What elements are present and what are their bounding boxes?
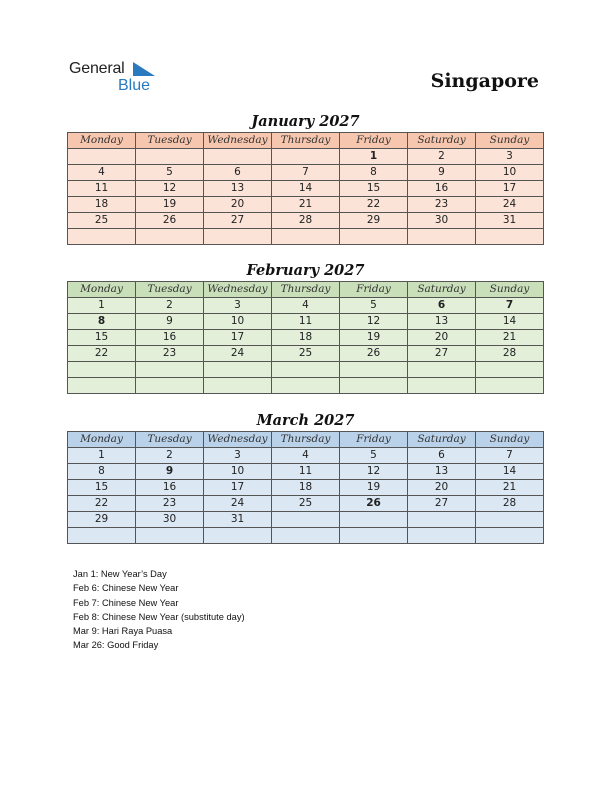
day-cell: 12 [340,314,408,330]
day-cell: 25 [272,496,340,512]
week-row [68,229,544,245]
day-cell: 15 [340,181,408,197]
calendar-table [67,132,544,245]
day-cell [408,528,476,544]
weekday-header: Friday [340,432,408,448]
day-cell [476,528,544,544]
day-cell: 27 [204,213,272,229]
day-cell: 24 [476,197,544,213]
day-cell: 24 [204,496,272,512]
day-cell: 10 [476,165,544,181]
holiday-note: Feb 7: Chinese New Year [73,597,179,608]
day-cell: 11 [68,181,136,197]
holiday-note: Feb 6: Chinese New Year [73,583,179,594]
week-row [68,165,544,181]
day-cell: 22 [340,197,408,213]
day-cell: 27 [408,496,476,512]
day-cell: 18 [272,480,340,496]
day-cell: 15 [68,330,136,346]
day-cell: 24 [204,346,272,362]
day-cell [68,229,136,245]
day-cell: 5 [340,298,408,314]
day-cell: 14 [272,181,340,197]
holiday-note: Mar 26: Good Friday [73,640,159,651]
day-cell: 2 [136,298,204,314]
day-cell [204,378,272,394]
weekday-header-row [68,432,544,448]
week-row [68,480,544,496]
day-cell: 12 [340,464,408,480]
day-cell: 6 [204,165,272,181]
day-cell: 29 [68,512,136,528]
day-cell: 2 [408,149,476,165]
day-cell: 17 [476,181,544,197]
month-title: February 2027 [246,262,365,279]
day-cell: 14 [476,314,544,330]
day-cell [68,362,136,378]
day-cell: 8 [68,314,136,330]
day-cell: 18 [272,330,340,346]
week-row [68,464,544,480]
day-cell: 4 [272,298,340,314]
day-cell: 23 [136,346,204,362]
week-row [68,362,544,378]
weekday-header: Wednesday [204,282,272,298]
week-row [68,448,544,464]
day-cell [272,149,340,165]
holiday-notes [73,567,245,653]
day-cell [340,362,408,378]
weekday-header: Sunday [476,133,544,149]
day-cell [476,362,544,378]
day-cell: 9 [136,464,204,480]
weekday-header: Monday [68,432,136,448]
day-cell: 7 [476,298,544,314]
day-cell [476,378,544,394]
day-cell [68,149,136,165]
logo-text-general: General [69,60,125,77]
weekday-header: Sunday [476,282,544,298]
day-cell: 15 [68,480,136,496]
day-cell [340,528,408,544]
weekday-header: Tuesday [136,432,204,448]
day-cell [408,362,476,378]
day-cell: 9 [408,165,476,181]
weekday-header: Thursday [272,133,340,149]
day-cell: 1 [68,298,136,314]
weekday-header: Wednesday [204,133,272,149]
week-row [68,496,544,512]
day-cell [272,229,340,245]
day-cell: 3 [476,149,544,165]
day-cell [476,229,544,245]
day-cell: 11 [272,314,340,330]
day-cell: 7 [476,448,544,464]
weekday-header: Monday [68,282,136,298]
day-cell: 7 [272,165,340,181]
week-row [68,378,544,394]
day-cell: 1 [68,448,136,464]
day-cell: 22 [68,346,136,362]
weekday-header: Monday [68,133,136,149]
day-cell [204,229,272,245]
week-row [68,330,544,346]
month-february [67,261,544,394]
day-cell: 20 [408,480,476,496]
day-cell: 10 [204,464,272,480]
month-title: March 2027 [256,412,355,429]
day-cell: 20 [204,197,272,213]
month-title: January 2027 [251,113,360,130]
day-cell: 13 [408,314,476,330]
day-cell: 18 [68,197,136,213]
day-cell [340,378,408,394]
day-cell: 4 [68,165,136,181]
week-row [68,528,544,544]
day-cell: 23 [136,496,204,512]
week-row [68,197,544,213]
day-cell [476,512,544,528]
week-row [68,314,544,330]
day-cell: 10 [204,314,272,330]
day-cell [204,528,272,544]
day-cell [408,229,476,245]
calendar-table [67,281,544,394]
weekday-header: Friday [340,133,408,149]
day-cell [136,378,204,394]
day-cell: 25 [68,213,136,229]
weekday-header: Thursday [272,282,340,298]
weekday-header: Sunday [476,432,544,448]
day-cell [272,512,340,528]
day-cell: 5 [340,448,408,464]
day-cell [68,378,136,394]
logo-triangle-icon [133,62,155,76]
day-cell: 3 [204,298,272,314]
weekday-header: Wednesday [204,432,272,448]
day-cell: 26 [340,496,408,512]
day-cell: 23 [408,197,476,213]
weekday-header: Saturday [408,432,476,448]
weekday-header: Saturday [408,133,476,149]
holiday-note: Jan 1: New Year’s Day [73,569,167,579]
day-cell [204,149,272,165]
day-cell: 27 [408,346,476,362]
day-cell [136,362,204,378]
logo-text-blue: Blue [118,77,151,94]
day-cell: 25 [272,346,340,362]
week-row [68,346,544,362]
day-cell: 21 [272,197,340,213]
day-cell: 9 [136,314,204,330]
weekday-header-row [68,133,544,149]
day-cell: 16 [136,480,204,496]
day-cell: 17 [204,480,272,496]
weekday-header: Thursday [272,432,340,448]
day-cell: 19 [340,330,408,346]
country-title: Singapore [430,70,539,92]
day-cell: 16 [408,181,476,197]
day-cell: 1 [340,149,408,165]
day-cell: 29 [340,213,408,229]
day-cell: 11 [272,464,340,480]
day-cell [408,512,476,528]
day-cell: 21 [476,480,544,496]
month-march [67,411,544,544]
week-row [68,298,544,314]
day-cell: 26 [340,346,408,362]
day-cell: 14 [476,464,544,480]
week-row [68,512,544,528]
day-cell [136,528,204,544]
weekday-header: Tuesday [136,133,204,149]
day-cell: 6 [408,448,476,464]
week-row [68,213,544,229]
day-cell [340,229,408,245]
day-cell: 28 [272,213,340,229]
logo [69,60,159,96]
day-cell: 28 [476,496,544,512]
calendar-table [67,431,544,544]
day-cell: 26 [136,213,204,229]
day-cell: 20 [408,330,476,346]
day-cell [340,512,408,528]
week-row [68,181,544,197]
day-cell: 8 [68,464,136,480]
day-cell: 13 [408,464,476,480]
weekday-header-row [68,282,544,298]
month-january [67,112,544,245]
day-cell: 28 [476,346,544,362]
weekday-header: Friday [340,282,408,298]
day-cell: 31 [204,512,272,528]
day-cell: 6 [408,298,476,314]
holiday-note: Feb 8: Chinese New Year (substitute day) [73,611,245,622]
day-cell: 12 [136,181,204,197]
day-cell [272,378,340,394]
day-cell [408,378,476,394]
day-cell [204,362,272,378]
day-cell [68,528,136,544]
day-cell: 19 [340,480,408,496]
day-cell: 21 [476,330,544,346]
holiday-note: Mar 9: Hari Raya Puasa [73,626,173,637]
day-cell: 8 [340,165,408,181]
day-cell [272,528,340,544]
day-cell: 3 [204,448,272,464]
day-cell: 2 [136,448,204,464]
day-cell [136,149,204,165]
day-cell: 4 [272,448,340,464]
week-row [68,149,544,165]
day-cell: 30 [408,213,476,229]
day-cell: 17 [204,330,272,346]
day-cell [272,362,340,378]
day-cell: 19 [136,197,204,213]
day-cell [136,229,204,245]
weekday-header: Tuesday [136,282,204,298]
day-cell: 30 [136,512,204,528]
day-cell: 16 [136,330,204,346]
day-cell: 5 [136,165,204,181]
day-cell: 31 [476,213,544,229]
weekday-header: Saturday [408,282,476,298]
day-cell: 13 [204,181,272,197]
day-cell: 22 [68,496,136,512]
